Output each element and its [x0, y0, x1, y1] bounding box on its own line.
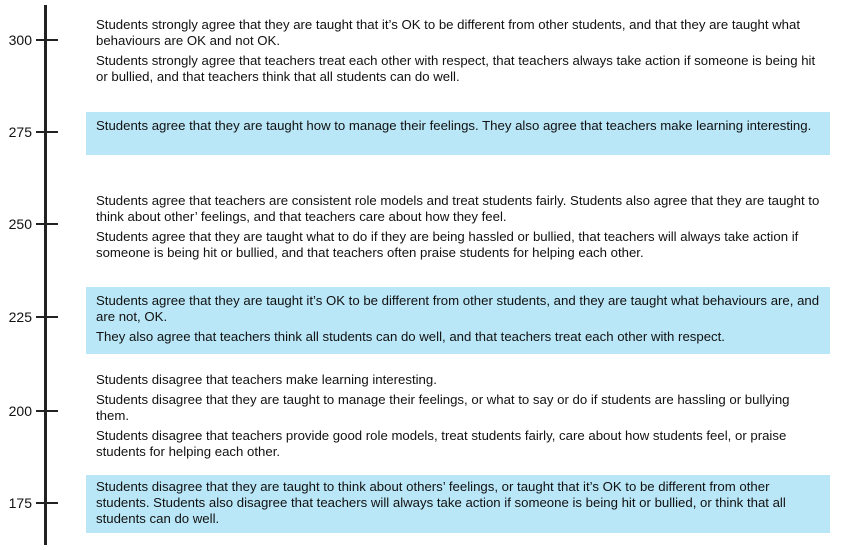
band-statement: Students disagree that teachers provide good role models, treat students fairly, care about how students feel, or praise students for helping each other. — [96, 428, 787, 459]
tick-label: 200 — [8, 403, 32, 419]
tick-200 — [0, 401, 60, 421]
band-statement: Students agree that they are taught it’s OK to be different from other students, and they are taught what behaviours are, and are not, OK. — [96, 293, 820, 324]
band-statement: Students strongly agree that they are taught that it’s OK to be different from other students, and that they are taught what behaviours are OK and not OK. — [96, 17, 801, 48]
tick-mark — [36, 502, 58, 504]
tick-275 — [0, 122, 60, 142]
tick-250 — [0, 214, 60, 234]
band-275 — [86, 112, 830, 155]
axis-line — [44, 5, 47, 545]
tick-300 — [0, 30, 60, 50]
band-statement: Students agree that they are taught how to manage their feelings. They also agree that teachers make learning interesting. — [96, 118, 812, 133]
tick-225 — [0, 307, 60, 327]
tick-mark — [36, 316, 58, 318]
tick-label: 175 — [8, 495, 32, 511]
tick-175 — [0, 493, 60, 513]
tick-mark — [36, 223, 58, 225]
band-statement: Students disagree that teachers make learning interesting. — [96, 372, 437, 387]
tick-mark — [36, 39, 58, 41]
tick-mark — [36, 410, 58, 412]
band-statement: Students strongly agree that teachers treat each other with respect, that teachers always take action if someone is being hit or bullied, and that teachers think that all students can do well. — [96, 53, 816, 84]
tick-label: 275 — [8, 124, 32, 140]
band-200 — [86, 370, 830, 462]
band-250 — [86, 191, 830, 263]
band-statement: Students disagree that they are taught to think about others’ feelings, or taught that it’s OK to be different from other students. Students also disagree that teachers will always take action if someone is being hit or bullied, or think that all students can do well. — [96, 479, 786, 526]
tick-label: 225 — [8, 309, 32, 325]
band-300 — [86, 15, 830, 87]
band-statement: Students disagree that they are taught to manage their feelings, or what to say or do if students are hassling or bullying them. — [96, 392, 790, 423]
tick-label: 300 — [8, 32, 32, 48]
tick-mark — [36, 131, 58, 133]
band-statement: Students agree that teachers are consistent role models and treat students fairly. Students also agree that they are taught to think about other’ feelings, and that teachers care about how they feel. — [96, 193, 820, 224]
band-225 — [86, 287, 830, 354]
band-statement: Students agree that they are taught what to do if they are being hassled or bullied, that teachers will always take action if someone is being hit or bullied, and that teachers often praise students for helping each other. — [96, 229, 799, 260]
band-175 — [86, 475, 830, 533]
tick-label: 250 — [8, 216, 32, 232]
band-statement: They also agree that teachers think all students can do well, and that teachers treat each other with respect. — [96, 329, 725, 344]
